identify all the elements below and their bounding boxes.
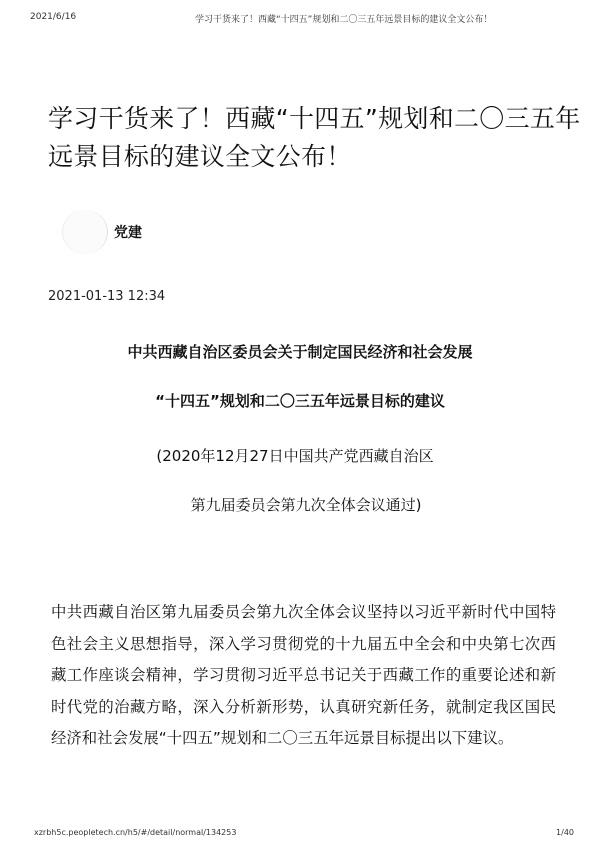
article-title: 学习干货来了！西藏“十四五”规划和二〇三五年远景目标的建议全文公布！ [48, 104, 581, 171]
print-page-number: 1/40 [556, 828, 574, 837]
document-heading-line-1: 中共西藏自治区委员会关于制定国民经济和社会发展 [127, 343, 473, 361]
print-footer [0, 826, 600, 842]
publish-date: 2021-01-13 12:34 [48, 289, 166, 304]
body-paragraph: 中共西藏自治区第九届委员会第九次全体会议坚持以习近平新时代中国特色社会主义思想指导，深入学习贯彻党的十九届五中全会和中央第七次西藏工作座谈会精神，学习贯彻习近平总书记关于西藏工作的重要论述和新时代党的治藏方略，深入分析新形势，认真研究新任务，就制定我区国民经济和社会发展“十四五”规划和二〇三五年远景目标提出以下建议。 [51, 603, 556, 747]
author-row[interactable] [62, 210, 262, 254]
avatar[interactable] [62, 210, 108, 254]
print-date: 2021/6/16 [30, 12, 77, 22]
print-header [0, 8, 600, 28]
print-page-title: 学习干货来了！西藏“十四五”规划和二〇三五年远景目标的建议全文公布！ [195, 15, 493, 25]
print-url: xzrbh5c.peopletech.cn/h5/#/detail/normal/134253 [34, 828, 237, 837]
document-subheading-line-1: (2020年12月27日中国共产党西藏自治区 [156, 447, 434, 465]
document-subheading-line-2: 第九届委员会第九次全体会议通过) [190, 496, 422, 514]
document-heading-line-2: “十四五”规划和二〇三五年远景目标的建议 [155, 392, 445, 410]
author-name[interactable]: 党建 [114, 225, 142, 241]
